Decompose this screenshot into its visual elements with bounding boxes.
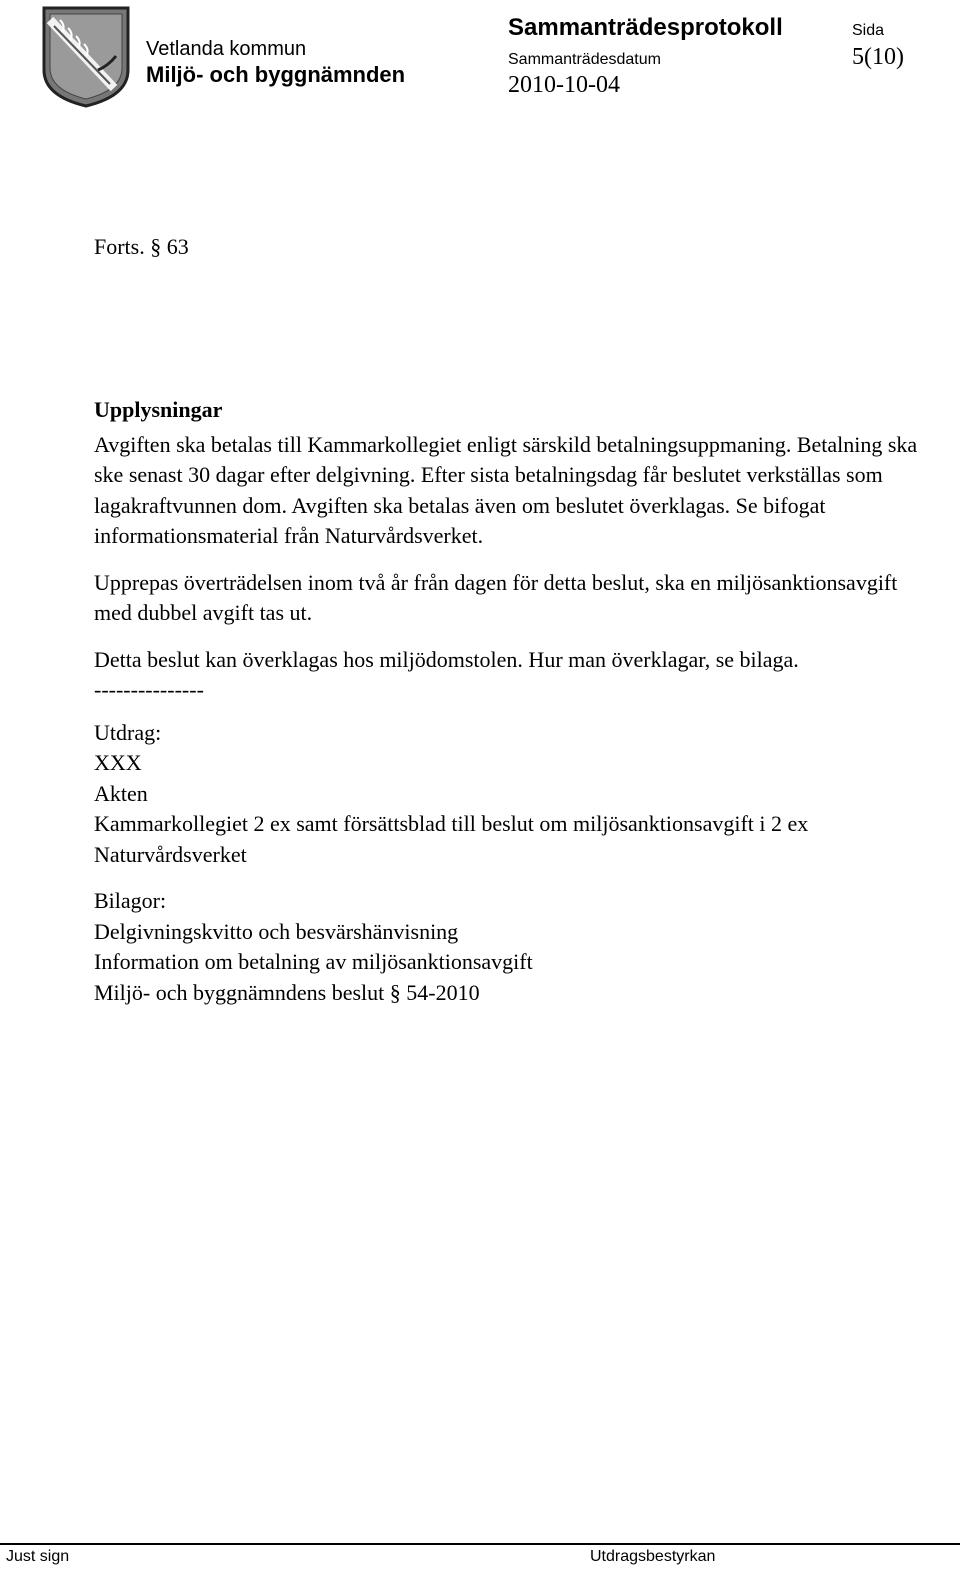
page-number: 5(10) <box>852 44 904 70</box>
payment-paragraph: Avgiften ska betalas till Kammarkollegiet enligt särskild betalningsuppmaning. Betalning ska ske senast 30 dagar efter delgivning. Efter sista betalningsdag får beslutet verkställas som lagakraftvunnen dom. Avgiften ska betalas även om beslutet överklagas. Se bifogat informationsmaterial från Naturvårdsverket. <box>94 431 918 548</box>
extract-item: Kammarkollegiet 2 ex samt försättsblad till beslut om miljösanktionsavgift i 2 ex <box>94 811 809 836</box>
attachment-item: Information om betalning av miljösanktionsavgift <box>94 949 533 974</box>
department-name: Miljö- och byggnämnden <box>146 62 406 87</box>
document-title: Sammanträdesprotokoll <box>508 14 783 41</box>
document-body <box>94 395 924 1008</box>
meeting-date: 2010-10-04 <box>508 72 620 98</box>
appeal-paragraph: Detta beslut kan överklagas hos miljödomstolen. Hur man överklagar, se bilaga. <box>94 646 799 672</box>
attachment-item: Delgivningskvitto och besvärshänvisning <box>94 918 459 944</box>
meeting-date-label: Sammanträdesdatum <box>508 51 661 68</box>
extract-item: Akten <box>94 780 148 806</box>
page-label: Sida <box>852 22 885 39</box>
municipality-name: Vetlanda kommun <box>146 38 307 60</box>
section-heading: Upplysningar <box>94 397 223 422</box>
continuation-marker: Forts. § 63 <box>94 234 189 259</box>
separator: --------------- <box>94 677 204 702</box>
coat-of-arms-icon <box>40 4 132 108</box>
repeat-violation-paragraph: Upprepas överträdelsen inom två år från dagen för detta beslut, ska en miljösanktionsavgift med dubbel avgift tas ut. <box>94 569 898 625</box>
attachment-item: Miljö- och byggnämndens beslut § 54-2010 <box>94 979 480 1005</box>
extract-label: Utdrag: <box>94 719 162 745</box>
extract-item: XXX <box>94 750 142 775</box>
footer-divider <box>0 1543 960 1545</box>
signature-label: Just sign <box>6 1548 70 1565</box>
extract-item: Naturvårdsverket <box>94 841 247 867</box>
extract-certification-label: Utdragsbestyrkan <box>590 1548 716 1565</box>
attachments-label: Bilagor: <box>94 888 167 913</box>
